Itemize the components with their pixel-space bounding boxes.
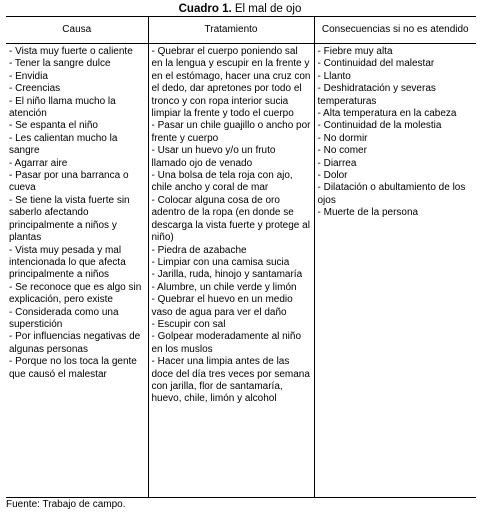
tratamiento-item: - Quebrar el cuerpo poniendo sal en la lengua y escupir en la frente y en el estómago, hacer una cruz con el dedo, dar apretones por todo el tronco y con ropa interior sucia limpiar la frente y todo el cuerpo xyxy=(151,46,311,120)
header-consecuencias: Consecuencias si no es atendido xyxy=(314,17,476,44)
tratamiento-item: - Pasar un chile guajillo o ancho por frente y cuerpo xyxy=(151,120,311,144)
tratamiento-item: - Hacer una limpia antes de las doce del día tres veces por semana con jarilla, flor de santamaría, huevo, chile, limón y alcohol xyxy=(151,356,310,405)
consecuencia-item: - Alta temperatura en la cabeza xyxy=(317,108,457,120)
causa-item: - Vista muy fuerte o caliente xyxy=(9,46,133,57)
causa-item: - Se tiene la vista fuerte sin saberlo afectando principalmente a niños y plantas xyxy=(9,194,130,244)
tratamiento-item: - Usar un huevo y/o un fruto llamado ojo de venado xyxy=(151,145,276,169)
mal-de-ojo-table xyxy=(6,16,476,498)
causa-item: - Por influencias negativas de algunas personas xyxy=(9,331,141,355)
consecuencia-item: - Llanto xyxy=(317,70,351,82)
causa-list xyxy=(9,46,145,381)
causa-item: - Envidia xyxy=(9,70,48,82)
tratamiento-item: - Una bolsa de tela roja con ajo, chile ancho y coral de mar xyxy=(151,170,293,194)
causa-item: - Agarrar aire xyxy=(9,157,68,169)
tratamiento-item: - Piedra de azabache xyxy=(151,244,247,256)
causa-item: - Se espanta el niño xyxy=(9,120,98,132)
tratamiento-item: - Alumbre, un chile verde y limón xyxy=(151,281,297,293)
tratamiento-item: - Jarilla, ruda, hinojo y santamaría xyxy=(151,269,303,281)
consecuencia-item: - Dilatación o abultamiento de los ojos xyxy=(317,182,466,206)
consecuencia-item: - Diarrea xyxy=(317,157,357,169)
consecuencia-item: - No dormir xyxy=(317,132,368,144)
tratamiento-item: - Colocar alguna cosa de oro adentro de la ropa (en donde se descarga la vista fuerte y protege al niño) xyxy=(151,194,310,244)
causa-item: - Creencias xyxy=(9,83,61,95)
tratamiento-item: - Escupir con sal xyxy=(151,318,226,330)
consecuencias-list xyxy=(318,46,474,220)
tratamiento-list xyxy=(152,46,311,406)
header-row xyxy=(6,17,476,44)
causa-item: - Pasar por una barranca o cueva xyxy=(9,170,129,194)
causa-item: - Porque no los toca la gente que causó el malestar xyxy=(9,356,137,380)
consecuencia-item: - No comer xyxy=(317,145,367,157)
causa-item: - Considerada como una superstición xyxy=(9,306,119,330)
consecuencias-cell xyxy=(314,44,476,498)
consecuencia-item: - Continuidad de la molestia xyxy=(317,120,442,132)
tratamiento-item: - Limpiar con una camisa sucia xyxy=(151,256,290,268)
table-row xyxy=(6,44,476,498)
consecuencia-item: - Continuidad del malestar xyxy=(317,58,435,70)
causa-item: - Les calientan mucho la sangre xyxy=(9,132,118,157)
consecuencia-item: - Muerte de la persona xyxy=(317,207,419,219)
consecuencia-item: - Fiebre muy alta xyxy=(317,46,393,57)
tratamiento-item: - Golpear moderadamente al niño en los muslos xyxy=(151,331,302,355)
header-causa: Causa xyxy=(6,17,148,44)
consecuencia-item: - Dolor xyxy=(317,170,348,182)
source-note: Fuente: Trabajo de campo. xyxy=(6,499,126,510)
causa-cell xyxy=(6,44,148,498)
causa-item: - Vista muy pesada y mal intencionada lo que afecta principalmente a niños xyxy=(9,244,126,281)
causa-item: - Tener la sangre dulce xyxy=(9,58,111,70)
table-title xyxy=(0,3,480,16)
causa-item: - Se reconoce que es algo sin explicación, pero existe xyxy=(9,281,142,306)
causa-item: - El niño llama mucho la atención xyxy=(9,95,116,120)
consecuencia-item: - Deshidratación y severas temperaturas xyxy=(317,83,436,107)
header-tratamiento: Tratamiento xyxy=(148,17,314,44)
table-title-label: Cuadro 1. xyxy=(178,3,232,15)
tratamiento-item: - Quebrar el huevo en un medio vaso de agua para ver el daño xyxy=(151,294,293,318)
tratamiento-cell xyxy=(148,44,314,498)
table-title-text: El mal de ojo xyxy=(234,3,302,15)
